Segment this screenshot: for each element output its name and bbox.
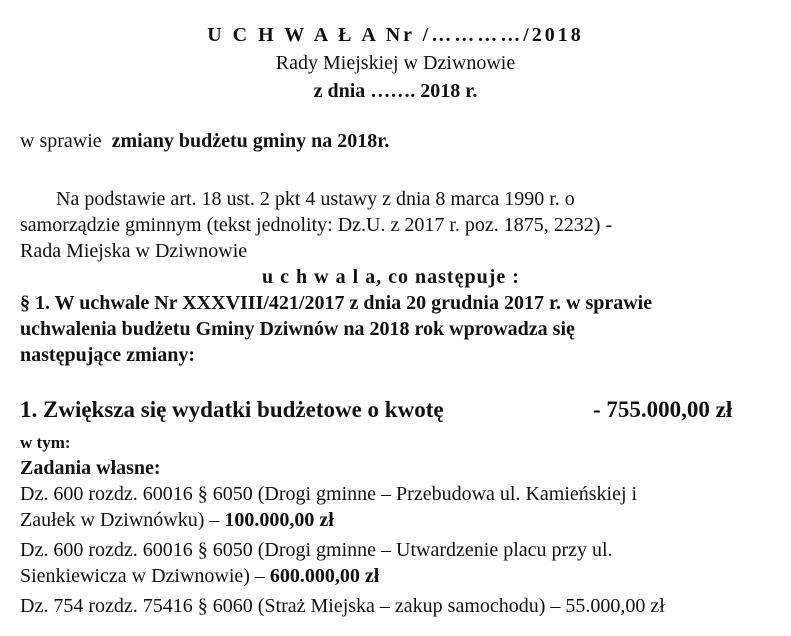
- section1-wtym: w tym:: [20, 433, 71, 452]
- item-1-line-1: Dz. 600 rozdz. 60016 § 6050 (Drogi gminne – Przebudowa ul. Kamieńskiej i: [20, 483, 638, 505]
- item-2-line-2: [20, 565, 379, 588]
- item-2-line-1: Dz. 600 rozdz. 60016 § 6050 (Drogi gminne – Utwardzenie placu przy ul.: [20, 539, 613, 561]
- item-2-amount: 600.000,00 zł: [269, 565, 380, 587]
- resolution-title-text: U C H W A Ł A Nr /…………/2018: [207, 24, 584, 46]
- resolves-line: u c h w a l a, co następuje :: [262, 266, 520, 288]
- paragraph1-line-1: § 1. W uchwale Nr XXXVIII/421/2017 z dnia 20 grudnia 2017 r. w sprawie: [20, 292, 653, 314]
- resolution-date: z dnia ……. 2018 r.: [313, 80, 478, 102]
- item-1-desc: Zaułek w Dziwnówku) –: [20, 509, 220, 531]
- section1-amount: - 755.000,00 zł: [593, 397, 733, 422]
- section1-heading: 1. Zwiększa się wydatki budżetowe o kwotę: [20, 397, 444, 422]
- preamble-line-3: Rada Miejska w Dziwnowie: [20, 240, 248, 262]
- own-tasks-heading: Zadania własne:: [20, 457, 161, 479]
- subject-prefix: w sprawie: [20, 130, 102, 152]
- subject-line: [20, 130, 389, 153]
- item-3-line-1: Dz. 754 rozdz. 75416 § 6060 (Straż Miejska – zakup samochodu) – 55.000,00 zł: [20, 595, 665, 617]
- resolution-title: [0, 24, 791, 47]
- preamble-line-1: Na podstawie art. 18 ust. 2 pkt 4 ustawy z dnia 8 marca 1990 r. o: [56, 188, 575, 210]
- subject-text: zmiany budżetu gminy na 2018r.: [111, 130, 390, 152]
- item-1-line-2: [20, 509, 334, 532]
- item-1-amount: 100.000,00 zł: [224, 509, 334, 531]
- preamble-line-2: samorządzie gminnym (tekst jednolity: Dz.U. z 2017 r. poz. 1875, 2232) -: [20, 214, 613, 236]
- item-2-desc: Sienkiewicza w Dziwnowie) –: [20, 565, 265, 587]
- council-name: Rady Miejskiej w Dziwnowie: [275, 52, 516, 74]
- paragraph1-line-3: następujące zmiany:: [20, 344, 195, 366]
- paragraph1-line-2: uchwalenia budżetu Gminy Dziwnów na 2018 rok wprowadza się: [20, 318, 575, 340]
